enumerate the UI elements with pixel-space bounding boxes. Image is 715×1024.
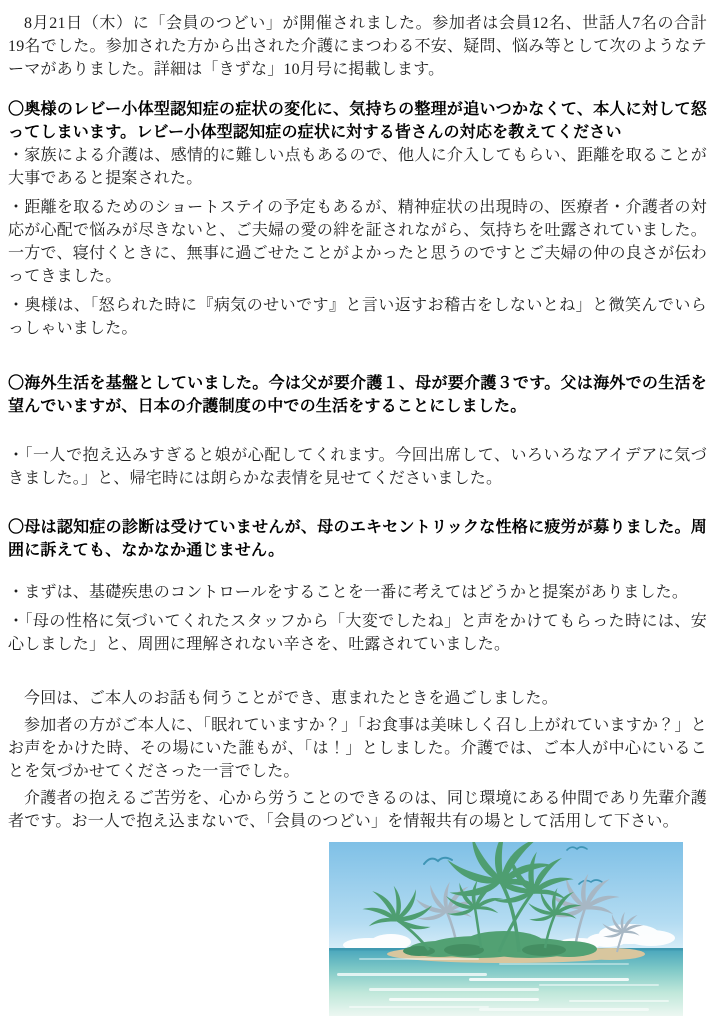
section-mother-personality — [8, 516, 707, 656]
tropical-island-illustration — [329, 842, 683, 1016]
bullet-item: ・距離を取るためのショートステイの予定もあるが、精神症状の出現時の、医療者・介護者の対応が心配で悩みが尽きないと、ご夫婦の愛の絆を証されながら、気持ちを吐露されていました。一方で、寝付くときに、無事に過ごせたことがよかったと思うのですとご夫婦の仲の良さが伝わってきました。 — [8, 199, 707, 285]
section-heading: 〇海外生活を基盤としていました。今は父が要介護１、母が要介護３です。父は海外での生活を望んでいますが、日本の介護制度の中での生活をすることにしました。 — [8, 375, 707, 415]
section-heading: 〇奥様のレビー小体型認知症の症状の変化に、気持ちの整理が追いつかなくて、本人に対して怒ってしまいます。レビー小体型認知症の症状に対する皆さんの対応を教えてください — [8, 101, 707, 141]
closing-paragraph: 今回は、ご本人のお話も伺うことができ、恵まれたときを過ごしました。 — [24, 690, 558, 707]
bullet-item: ・「母の性格に気づいてくれたスタッフから「大変でしたね」と声をかけてもらった時には、安心しました」と、周囲に理解されない辛さを、吐露されていました。 — [8, 613, 707, 653]
section-heading: 〇母は認知症の診断は受けていませんが、母のエキセントリックな性格に疲労が募りました。周囲に訴えても、なかなか通じません。 — [8, 519, 707, 559]
section-overseas-life — [8, 372, 707, 490]
section-lewy-body-dementia — [8, 98, 707, 340]
closing-paragraph: 参加者の方がご本人に、「眠れていますか？」「お食事は美味しく召し上がれていますか？」とお声をかけた時、その場にいた誰もが、「は！」としました。介護では、ご本人が中心にいることを気づかせてくださった一言でした。 — [8, 717, 707, 780]
bullet-item: ・「一人で抱え込みすぎると娘が心配してくれます。今回出席して、いろいろなアイデアに気づきました。」と、帰宅時には朗らかな表情を見せてくださいました。 — [8, 447, 707, 487]
closing-remarks — [8, 687, 707, 833]
intro-paragraph: 8月21日（木）に「会員のつどい」が開催されました。参加者は会員12名、世話人7名の合計 19名でした。参加された方から出された介護にまつわる不安、疑問、悩み等として次のようなテーマがありました。詳細は「きずな」10月号に掲載します。 — [8, 15, 707, 78]
bullet-item: ・奥様は、「怒られた時に『病気のせいです』と言い返すお稽古をしないとね」と微笑んでいらっしゃいました。 — [8, 297, 707, 337]
island-beach-svg — [329, 842, 683, 1016]
bullet-item: ・家族による介護は、感情的に難しい点もあるので、他人に介入してもらい、距離を取ることが大事であると提案された。 — [8, 147, 707, 187]
bullet-item: ・まずは、基礎疾患のコントロールをすることを一番に考えてはどうかと提案がありました。 — [8, 584, 689, 601]
closing-paragraph: 介護者の抱えるご苦労を、心から労うことのできるのは、同じ環境にある仲間であり先輩介護者です。お一人で抱え込まないで、「会員のつどい」を情報共有の場として活用して下さい。 — [8, 790, 707, 830]
